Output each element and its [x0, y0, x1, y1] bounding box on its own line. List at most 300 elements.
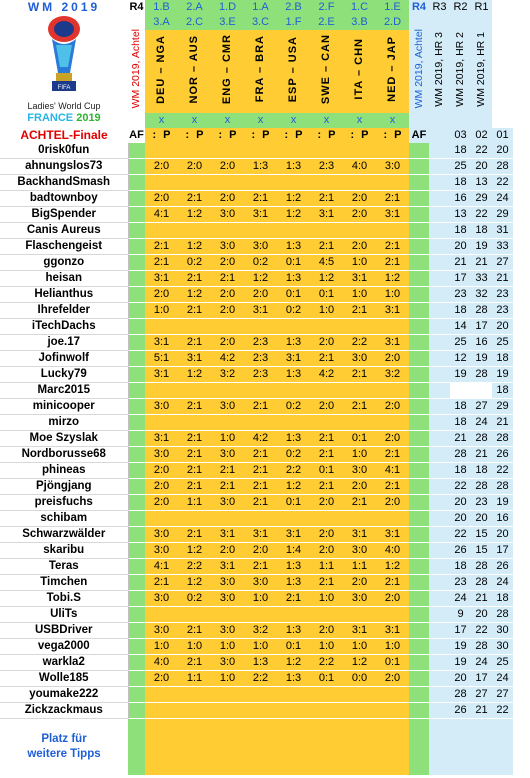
- rank-cell-r2: 28: [471, 575, 492, 591]
- gap-cell: [409, 335, 429, 351]
- tip-cell: [277, 175, 310, 191]
- tip-cell: 2:1: [244, 447, 277, 463]
- player-name: vega2000: [0, 639, 128, 655]
- af-cell: [128, 655, 145, 671]
- af-cell: [128, 223, 145, 239]
- tip-cell: [310, 687, 343, 703]
- tip-cell: [310, 319, 343, 335]
- tip-cell: 2:1: [310, 447, 343, 463]
- tip-cell: 2:1: [376, 447, 409, 463]
- rank-cell-r4: [429, 687, 450, 703]
- tip-cell: 3:1: [244, 303, 277, 319]
- tip-cell: 2:1: [178, 463, 211, 479]
- tip-cell: 2:0: [211, 303, 244, 319]
- gap-cell: [409, 655, 429, 671]
- tip-cell: 2:1: [343, 367, 376, 383]
- gap-cell: [409, 447, 429, 463]
- trophy-icon: [34, 15, 94, 97]
- match-5-pred-label: [277, 128, 310, 143]
- tip-cell: 3:1: [145, 271, 178, 287]
- tip-cell: 2:0: [211, 255, 244, 271]
- tip-cell: [343, 223, 376, 239]
- tip-cell: 4:1: [145, 207, 178, 223]
- tip-cell: [244, 223, 277, 239]
- rank-cell-r3: 26: [450, 703, 471, 719]
- rank-cell-r4: [429, 159, 450, 175]
- match-2-teams: NOR – AUS: [178, 30, 211, 113]
- tip-cell: [178, 175, 211, 191]
- player-name: Marc2015: [0, 383, 128, 399]
- tip-cell: 1:2: [178, 575, 211, 591]
- tip-cell: [310, 511, 343, 527]
- rank-cell-r1: 22: [492, 703, 513, 719]
- af-cell: [128, 415, 145, 431]
- rank-cell-r2: 15: [471, 543, 492, 559]
- rank-cell-r3: 28: [450, 447, 471, 463]
- af-cell: [128, 591, 145, 607]
- rank-cell-r2: 21: [471, 447, 492, 463]
- tip-cell: [277, 223, 310, 239]
- rank-cell-r2: 13: [471, 175, 492, 191]
- af-cell: [128, 559, 145, 575]
- table-row: [0, 623, 514, 639]
- gap-cell: [409, 255, 429, 271]
- player-name: joe.17: [0, 335, 128, 351]
- rank-cell-r2: 17: [471, 671, 492, 687]
- rank-cell-r1: 25: [492, 655, 513, 671]
- rank-cell-r2: 21: [471, 591, 492, 607]
- player-name: skaribu: [0, 543, 128, 559]
- match-3-x: x: [211, 113, 244, 128]
- player-name: USBDriver: [0, 623, 128, 639]
- r1-vertical: WM 2019, HR 1: [471, 15, 492, 128]
- rank-cell-r1: 28: [492, 479, 513, 495]
- rank-cell-r2: 33: [471, 271, 492, 287]
- gap-cell: [409, 239, 429, 255]
- p-label: P: [328, 129, 336, 141]
- gap-cell: [409, 495, 429, 511]
- tip-cell: 2:1: [343, 495, 376, 511]
- tip-cell: [244, 143, 277, 159]
- tip-cell: [343, 319, 376, 335]
- rank-cell-r1: 20: [492, 319, 513, 335]
- tip-cell: 2:0: [343, 479, 376, 495]
- tip-cell: 2:1: [310, 351, 343, 367]
- table-row: [0, 223, 514, 239]
- af-cell: [128, 431, 145, 447]
- tip-cell: 2:1: [178, 447, 211, 463]
- tip-cell: [310, 607, 343, 623]
- tip-cell: 2:1: [178, 303, 211, 319]
- tip-cell: [145, 319, 178, 335]
- tip-cell: 3:1: [145, 335, 178, 351]
- rank-cell-r4: [429, 639, 450, 655]
- rank-cell-r1: 28: [492, 607, 513, 623]
- rank-cell-r2: 28: [471, 639, 492, 655]
- rank-cell-r4: [429, 367, 450, 383]
- match-6-group-a: 2.F: [310, 0, 343, 15]
- tip-cell: 2:1: [178, 399, 211, 415]
- tip-cell: 1:0: [343, 639, 376, 655]
- rank-cell-r3: 16: [450, 191, 471, 207]
- tip-cell: 3:0: [211, 399, 244, 415]
- tip-cell: [310, 175, 343, 191]
- rank-cell-r2: 18: [471, 223, 492, 239]
- gap-cell: [409, 287, 429, 303]
- table-row: [0, 559, 514, 575]
- player-name: phineas: [0, 463, 128, 479]
- match-8-x: x: [376, 113, 409, 128]
- tip-cell: 3:2: [376, 367, 409, 383]
- af-cell: [128, 527, 145, 543]
- logo: [0, 15, 128, 128]
- table-row: [0, 639, 514, 655]
- tip-cell: 3:0: [145, 623, 178, 639]
- table-row: [0, 591, 514, 607]
- match-5-teams: ESP – USA: [277, 30, 310, 113]
- table-row: [0, 255, 514, 271]
- rank-cell-r1: 20: [492, 527, 513, 543]
- tip-cell: [145, 687, 178, 703]
- tip-cell: 4:1: [145, 559, 178, 575]
- tip-cell: 1:2: [178, 239, 211, 255]
- tip-cell: [277, 319, 310, 335]
- tip-cell: 2:1: [211, 479, 244, 495]
- tip-cell: [244, 319, 277, 335]
- tip-cell: 3:0: [244, 575, 277, 591]
- rank-cell-r3: 26: [450, 543, 471, 559]
- af-cell: [128, 399, 145, 415]
- rank-cell-r4: [429, 655, 450, 671]
- tip-cell: [376, 319, 409, 335]
- gap-cell: [409, 703, 429, 719]
- rank-cell-r4: [429, 623, 450, 639]
- tip-cell: [145, 607, 178, 623]
- af-cell: [128, 303, 145, 319]
- tip-cell: 0:1: [277, 287, 310, 303]
- tip-cell: 1:0: [310, 591, 343, 607]
- tip-cell: [145, 175, 178, 191]
- rank-cell-r4: [429, 447, 450, 463]
- table-row: [0, 655, 514, 671]
- tip-cell: [343, 383, 376, 399]
- table-row: [0, 143, 514, 159]
- tip-cell: 2:1: [244, 479, 277, 495]
- match-5-group-a: 2.B: [277, 0, 310, 15]
- r1-label: R1: [471, 0, 492, 15]
- rank-cell-r4: [429, 271, 450, 287]
- tip-cell: 1:2: [310, 271, 343, 287]
- tip-cell: 2:1: [310, 431, 343, 447]
- rank-cell-r2: 20: [471, 607, 492, 623]
- match-4-group-b: 3.C: [244, 15, 277, 30]
- table-row: [0, 687, 514, 703]
- rank-cell-r3: 20: [450, 495, 471, 511]
- tip-cell: [178, 607, 211, 623]
- tip-cell: 2:1: [244, 463, 277, 479]
- rank-cell-r3: 19: [450, 639, 471, 655]
- tip-cell: [376, 383, 409, 399]
- tip-cell: 2:0: [310, 335, 343, 351]
- table-row: [0, 575, 514, 591]
- rank-cell-r3: 12: [450, 351, 471, 367]
- tip-cell: 2:0: [376, 431, 409, 447]
- gap-cell: [409, 559, 429, 575]
- player-name: Schwarzwälder: [0, 527, 128, 543]
- tip-cell: 1:3: [277, 367, 310, 383]
- tip-cell: 2:1: [145, 255, 178, 271]
- tip-cell: 1:1: [310, 559, 343, 575]
- player-name: Jofinwolf: [0, 351, 128, 367]
- tip-cell: 2:0: [244, 543, 277, 559]
- tip-cell: 2:1: [244, 559, 277, 575]
- tip-cell: [277, 415, 310, 431]
- tip-cell: 2:0: [343, 207, 376, 223]
- rank-cell-r1: 23: [492, 287, 513, 303]
- table-row: [0, 191, 514, 207]
- tip-cell: [178, 383, 211, 399]
- rank-cell-r2: 29: [471, 191, 492, 207]
- rank-cell-r1: 33: [492, 239, 513, 255]
- player-name: Tobi.S: [0, 591, 128, 607]
- player-name: mirzo: [0, 415, 128, 431]
- rank-cell-r4: [429, 703, 450, 719]
- tip-cell: 3:0: [343, 591, 376, 607]
- round-label-left: R4: [129, 1, 144, 13]
- rank-cell-r2: 18: [471, 463, 492, 479]
- gap-cell: [409, 271, 429, 287]
- tip-cell: 2:0: [310, 623, 343, 639]
- tip-cell: 2:0: [145, 159, 178, 175]
- match-6-x: x: [310, 113, 343, 128]
- player-name: iTechDachs: [0, 319, 128, 335]
- tip-cell: 0:1: [310, 463, 343, 479]
- table-row: [0, 303, 514, 319]
- rank-cell-r4: [429, 303, 450, 319]
- rank-cell-r1: 27: [492, 255, 513, 271]
- player-name: Flaschengeist: [0, 239, 128, 255]
- table-row: [0, 351, 514, 367]
- tip-cell: 1:2: [244, 271, 277, 287]
- tip-cell: [277, 143, 310, 159]
- rank-cell-r1: 24: [492, 575, 513, 591]
- tip-cell: 1:0: [376, 287, 409, 303]
- tip-cell: [211, 703, 244, 719]
- tip-cell: 4:5: [310, 255, 343, 271]
- tip-cell: 1:2: [376, 271, 409, 287]
- tip-cell: 2:1: [178, 479, 211, 495]
- tip-cell: 3:0: [211, 591, 244, 607]
- tip-cell: [211, 415, 244, 431]
- rank-cell-r3: 18: [450, 223, 471, 239]
- tip-cell: 3:1: [310, 207, 343, 223]
- tip-cell: 3:0: [145, 447, 178, 463]
- tip-cell: 3:1: [343, 623, 376, 639]
- logo-year: 2019: [76, 112, 101, 124]
- vertical-label-left: WM 2019, Achtel: [128, 15, 145, 128]
- table-row: [0, 207, 514, 223]
- rank-cell-r3: 13: [450, 207, 471, 223]
- tip-cell: 0:1: [310, 287, 343, 303]
- tip-cell: [343, 415, 376, 431]
- rank-cell-r4: [429, 175, 450, 191]
- table-row: [0, 703, 514, 719]
- tip-cell: 4:0: [376, 543, 409, 559]
- tip-cell: 2:1: [376, 479, 409, 495]
- tip-cell: 2:1: [376, 575, 409, 591]
- tip-cell: [145, 143, 178, 159]
- rank-cell-r1: 20: [492, 143, 513, 159]
- af-cell: [128, 175, 145, 191]
- tip-cell: 2:0: [376, 399, 409, 415]
- tip-cell: 1:3: [277, 575, 310, 591]
- tip-cell: 2:1: [178, 623, 211, 639]
- tip-cell: 3:1: [376, 335, 409, 351]
- gap-cell: [409, 303, 429, 319]
- tip-cell: 5:1: [145, 351, 178, 367]
- rank-cell-r3: 18: [450, 175, 471, 191]
- tip-cell: 2:0: [343, 575, 376, 591]
- af-cell: [128, 575, 145, 591]
- tip-cell: 0:2: [277, 447, 310, 463]
- rank-cell-r3: 23: [450, 575, 471, 591]
- rank-cell-r2: 22: [471, 623, 492, 639]
- tip-cell: 2:0: [145, 463, 178, 479]
- tip-cell: 1:0: [244, 639, 277, 655]
- tip-cell: [145, 383, 178, 399]
- tip-cell: 2:3: [244, 367, 277, 383]
- tip-cell: 4:2: [244, 431, 277, 447]
- rank-cell-r4: [429, 207, 450, 223]
- rank-cell-r2: 21: [471, 255, 492, 271]
- tip-cell: 1:3: [277, 159, 310, 175]
- colon-sep: :: [317, 129, 322, 141]
- af-cell: [128, 479, 145, 495]
- tip-cell: 3:1: [376, 207, 409, 223]
- af-cell: [128, 335, 145, 351]
- gap-cell: [409, 351, 429, 367]
- player-name: BigSpender: [0, 207, 128, 223]
- p-label: P: [229, 129, 237, 141]
- match-4-teams: FRA – BRA: [244, 30, 277, 113]
- tip-cell: 2:1: [145, 239, 178, 255]
- table-row: [0, 383, 514, 399]
- rank-cell-r4: [429, 527, 450, 543]
- tip-cell: [211, 223, 244, 239]
- tip-cell: 2:0: [376, 671, 409, 687]
- rank-cell-r3: 18: [450, 143, 471, 159]
- tip-cell: [310, 383, 343, 399]
- af-cell: [128, 671, 145, 687]
- table-row: [0, 479, 514, 495]
- rank-cell-r4: [429, 223, 450, 239]
- tip-cell: 3:2: [244, 623, 277, 639]
- gap-cell: [409, 687, 429, 703]
- af-cell: [128, 543, 145, 559]
- af-cell: [128, 319, 145, 335]
- table-row: [0, 415, 514, 431]
- tip-cell: [145, 511, 178, 527]
- tip-cell: 2:2: [310, 655, 343, 671]
- tip-cell: [244, 383, 277, 399]
- rank-cell-r3: 17: [450, 271, 471, 287]
- tip-cell: 2:1: [178, 271, 211, 287]
- rank-cell-r1: 30: [492, 623, 513, 639]
- tip-cell: 0:2: [277, 399, 310, 415]
- tip-cell: 1:1: [178, 671, 211, 687]
- tip-cell: 1:3: [244, 159, 277, 175]
- tip-cell: 2:0: [244, 287, 277, 303]
- rank-cell-r3: 24: [450, 591, 471, 607]
- rank-cell-r2: 22: [471, 143, 492, 159]
- tip-cell: [244, 415, 277, 431]
- tip-cell: 0:1: [277, 255, 310, 271]
- tip-cell: 1:3: [277, 271, 310, 287]
- gap-cell: [409, 319, 429, 335]
- gap-cell: [409, 399, 429, 415]
- rank-cell-r2: 28: [471, 303, 492, 319]
- r2-number: 02: [471, 128, 492, 143]
- tip-cell: 3:1: [145, 367, 178, 383]
- footer-line-2: weitere Tipps: [27, 748, 101, 760]
- rank-cell-r3: 20: [450, 511, 471, 527]
- gap-cell: [409, 511, 429, 527]
- tip-cell: [211, 175, 244, 191]
- tip-cell: 1:3: [244, 655, 277, 671]
- tip-cell: 0:1: [343, 431, 376, 447]
- tip-cell: 2:1: [178, 191, 211, 207]
- tip-cell: 2:0: [145, 191, 178, 207]
- rank-cell-r4: [429, 671, 450, 687]
- rank-cell-r2: 32: [471, 287, 492, 303]
- tip-cell: 3:0: [211, 575, 244, 591]
- tip-cell: 2:0: [310, 495, 343, 511]
- match-4-group-a: 1.A: [244, 0, 277, 15]
- rank-cell-r1: 23: [492, 303, 513, 319]
- af-cell: [128, 607, 145, 623]
- gap-cell: [409, 463, 429, 479]
- rank-cell-r4: [429, 559, 450, 575]
- rank-cell-r3: 18: [450, 399, 471, 415]
- tip-cell: 3:2: [211, 367, 244, 383]
- rank-cell-r4: [429, 543, 450, 559]
- rank-cell-r2: 19: [471, 351, 492, 367]
- tip-cell: [343, 687, 376, 703]
- rank-cell-r4: [429, 495, 450, 511]
- match-2-group-b: 2.C: [178, 15, 211, 30]
- tip-cell: 1:3: [277, 671, 310, 687]
- rank-cell-r2: 20: [471, 511, 492, 527]
- tip-cell: 4:2: [310, 367, 343, 383]
- tip-cell: [343, 143, 376, 159]
- tip-cell: 1:3: [277, 431, 310, 447]
- rank-cell-r3: 18: [450, 303, 471, 319]
- player-name: Teras: [0, 559, 128, 575]
- tip-cell: 2:1: [244, 495, 277, 511]
- af-cell: [128, 207, 145, 223]
- rank-cell-r1: 29: [492, 207, 513, 223]
- rank-cell-r3: 21: [450, 431, 471, 447]
- tip-cell: 2:1: [310, 479, 343, 495]
- tip-cell: 2:1: [376, 255, 409, 271]
- tip-cell: 2:1: [376, 191, 409, 207]
- rank-cell-r3: 9: [450, 607, 471, 623]
- tip-cell: 2:0: [310, 543, 343, 559]
- match-7-pred-label: [343, 128, 376, 143]
- tip-cell: 1:0: [343, 287, 376, 303]
- round-label-right: R4: [409, 0, 429, 15]
- rank-cell-r4: [429, 479, 450, 495]
